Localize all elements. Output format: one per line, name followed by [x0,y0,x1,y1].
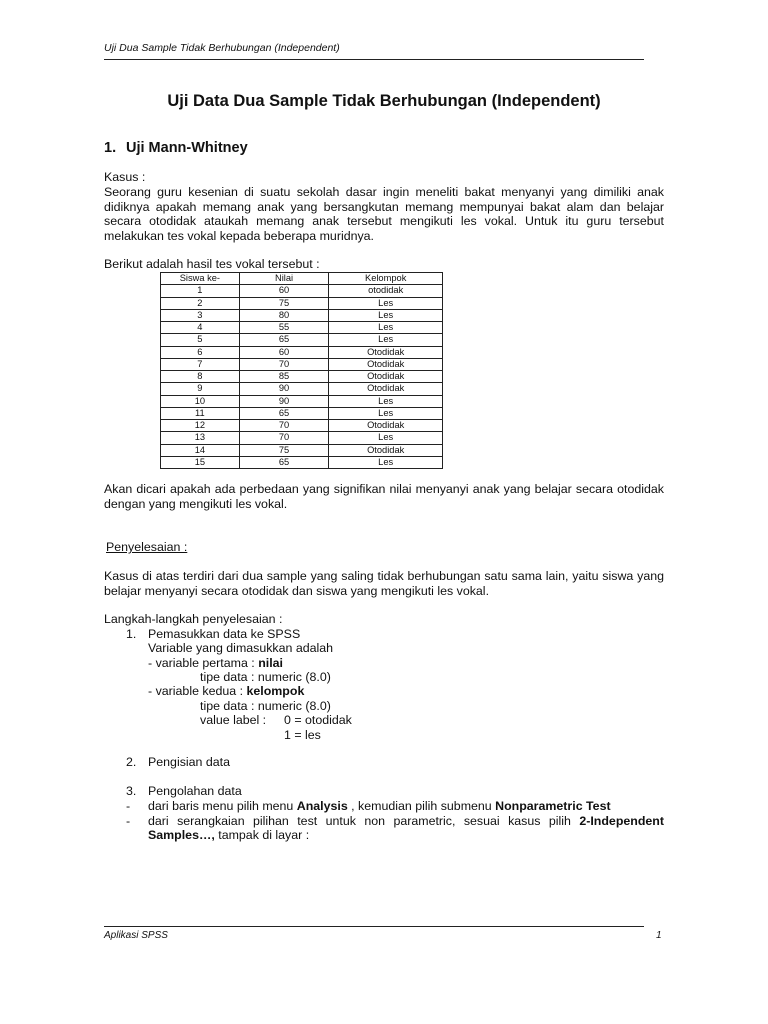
student-number-cell: 13 [161,432,240,444]
student-number-cell: 15 [161,456,240,468]
section-label: Uji Mann-Whitney [126,140,248,156]
page-title: Uji Data Dua Sample Tidak Berhubungan (Independent) [167,92,601,110]
student-number-cell: 7 [161,358,240,370]
group-cell: Otodidak [329,383,443,395]
score-cell: 80 [239,309,329,321]
bullet-dash: - [126,814,131,828]
step-title: Pemasukkan data ke SPSS [148,627,301,641]
submenu-name: Nonparametric Test [495,799,611,813]
table-row [161,371,443,383]
question-line: dengan yang mengikuti les vokal. [104,497,288,511]
student-number-cell: 8 [161,371,240,383]
group-cell: Les [329,322,443,334]
student-number-cell: 6 [161,346,240,358]
step-number: 3. [126,784,137,798]
step-text: Variable yang dimasukkan adalah [148,641,334,655]
student-number-cell: 9 [161,383,240,395]
table-row [161,407,443,419]
step-bullet-text [148,799,611,814]
step-number: 2. [126,755,137,769]
student-number-cell: 10 [161,395,240,407]
score-cell: 65 [239,334,329,346]
table-row [161,420,443,432]
table-row [161,432,443,444]
kasus-line: melakukan tes vokal kepada beberapa muridnya. [104,229,375,243]
header-divider [104,59,644,60]
table-row [161,383,443,395]
score-cell: 60 [239,346,329,358]
step-bullet-text [148,814,664,829]
student-number-cell: 2 [161,297,240,309]
running-header: Uji Dua Sample Tidak Berhubungan (Independent) [104,42,340,54]
student-number-cell: 14 [161,444,240,456]
table-row [161,358,443,370]
variable-name: kelompok [246,684,305,698]
score-cell: 85 [239,371,329,383]
kasus-label: Kasus : [104,170,146,184]
score-cell: 65 [239,407,329,419]
table-row [161,297,443,309]
group-cell: Otodidak [329,346,443,358]
score-cell: 60 [239,285,329,297]
group-cell: Les [329,395,443,407]
group-cell: Les [329,297,443,309]
group-cell: Otodidak [329,358,443,370]
score-cell: 75 [239,444,329,456]
score-cell: 70 [239,420,329,432]
table-intro: Berikut adalah hasil tes vokal tersebut : [104,257,320,271]
table-row [161,456,443,468]
student-number-cell: 4 [161,322,240,334]
column-header: Kelompok [329,273,443,285]
score-cell: 70 [239,432,329,444]
penyelesaian-line: Kasus di atas terdiri dari dua sample yang saling tidak berhubungan satu sama lain, yaitu siswa yang [104,569,664,583]
kasus-line: secara otodidak ataukah memang anak tersebut mengikuti les vokal. Untuk itu guru tersebut [104,214,664,228]
variable-line [148,656,283,671]
value-label: value label : [200,713,267,727]
table-row [161,309,443,321]
table-row [161,444,443,456]
student-number-cell: 12 [161,420,240,432]
steps-label: Langkah-langkah penyelesaian : [104,612,283,626]
score-cell: 55 [239,322,329,334]
kasus-line: didiknya apakah memang anak yang bersangkutan memang mempunyai bakat alam dan belajar [104,200,664,214]
question-line: Akan dicari apakah ada perbedaan yang signifikan nilai menyanyi anak yang belajar secara otodidak [104,482,664,496]
variable-prefix: - variable pertama : [148,656,259,670]
student-number-cell: 1 [161,285,240,297]
page-number: 1 [656,930,662,941]
step-number: 1. [126,627,137,641]
score-cell: 90 [239,395,329,407]
student-number-cell: 5 [161,334,240,346]
step-bullet-text [148,828,309,843]
score-cell: 70 [239,358,329,370]
section-number: 1. [104,140,117,156]
table-row [161,395,443,407]
variable-name: nilai [258,656,283,670]
score-cell: 75 [239,297,329,309]
table-row [161,334,443,346]
bullet-text-part: dari serangkaian pilihan test untuk non parametric, sesuai kasus pilih [148,814,580,828]
column-header: Nilai [239,273,329,285]
group-cell: Otodidak [329,371,443,383]
score-table [160,272,443,469]
variable-prefix: - variable kedua : [148,684,247,698]
group-cell: otodidak [329,285,443,297]
variable-type: tipe data : numeric (8.0) [200,699,331,713]
section-heading [104,140,248,156]
bullet-text-part: tampak di layar : [214,828,310,842]
bullet-text-part: dari baris menu pilih menu [148,799,297,813]
penyelesaian-line: belajar menyanyi secara otodidak dan siswa yang mengikuti les vokal. [104,584,490,598]
column-header: Siswa ke- [161,273,240,285]
group-cell: Otodidak [329,420,443,432]
footer-divider [104,926,644,927]
step-title: Pengisian data [148,755,230,769]
bullet-dash: - [126,799,131,813]
option-name: Samples…, [148,828,215,842]
variable-line [148,684,304,699]
table-row [161,322,443,334]
score-cell: 90 [239,383,329,395]
penyelesaian-label: Penyelesaian : [106,540,188,554]
group-cell: Les [329,456,443,468]
group-cell: Les [329,407,443,419]
menu-name: Analysis [296,799,348,813]
option-name: 2-Independent [579,814,664,828]
table-row [161,346,443,358]
table-header-row [161,273,443,285]
bullet-text-part: , kemudian pilih submenu [347,799,496,813]
student-number-cell: 11 [161,407,240,419]
group-cell: Les [329,432,443,444]
score-cell: 65 [239,456,329,468]
footer-title: Aplikasi SPSS [104,930,168,941]
student-number-cell: 3 [161,309,240,321]
table-row [161,285,443,297]
group-cell: Les [329,334,443,346]
variable-type: tipe data : numeric (8.0) [200,670,331,684]
step-title: Pengolahan data [148,784,242,798]
value-label-1: 1 = les [284,728,321,742]
value-label-0: 0 = otodidak [284,713,352,727]
kasus-line: Seorang guru kesenian di suatu sekolah dasar ingin meneliti bakat menyanyi yang dimiliki anak [104,185,664,199]
group-cell: Les [329,309,443,321]
group-cell: Otodidak [329,444,443,456]
